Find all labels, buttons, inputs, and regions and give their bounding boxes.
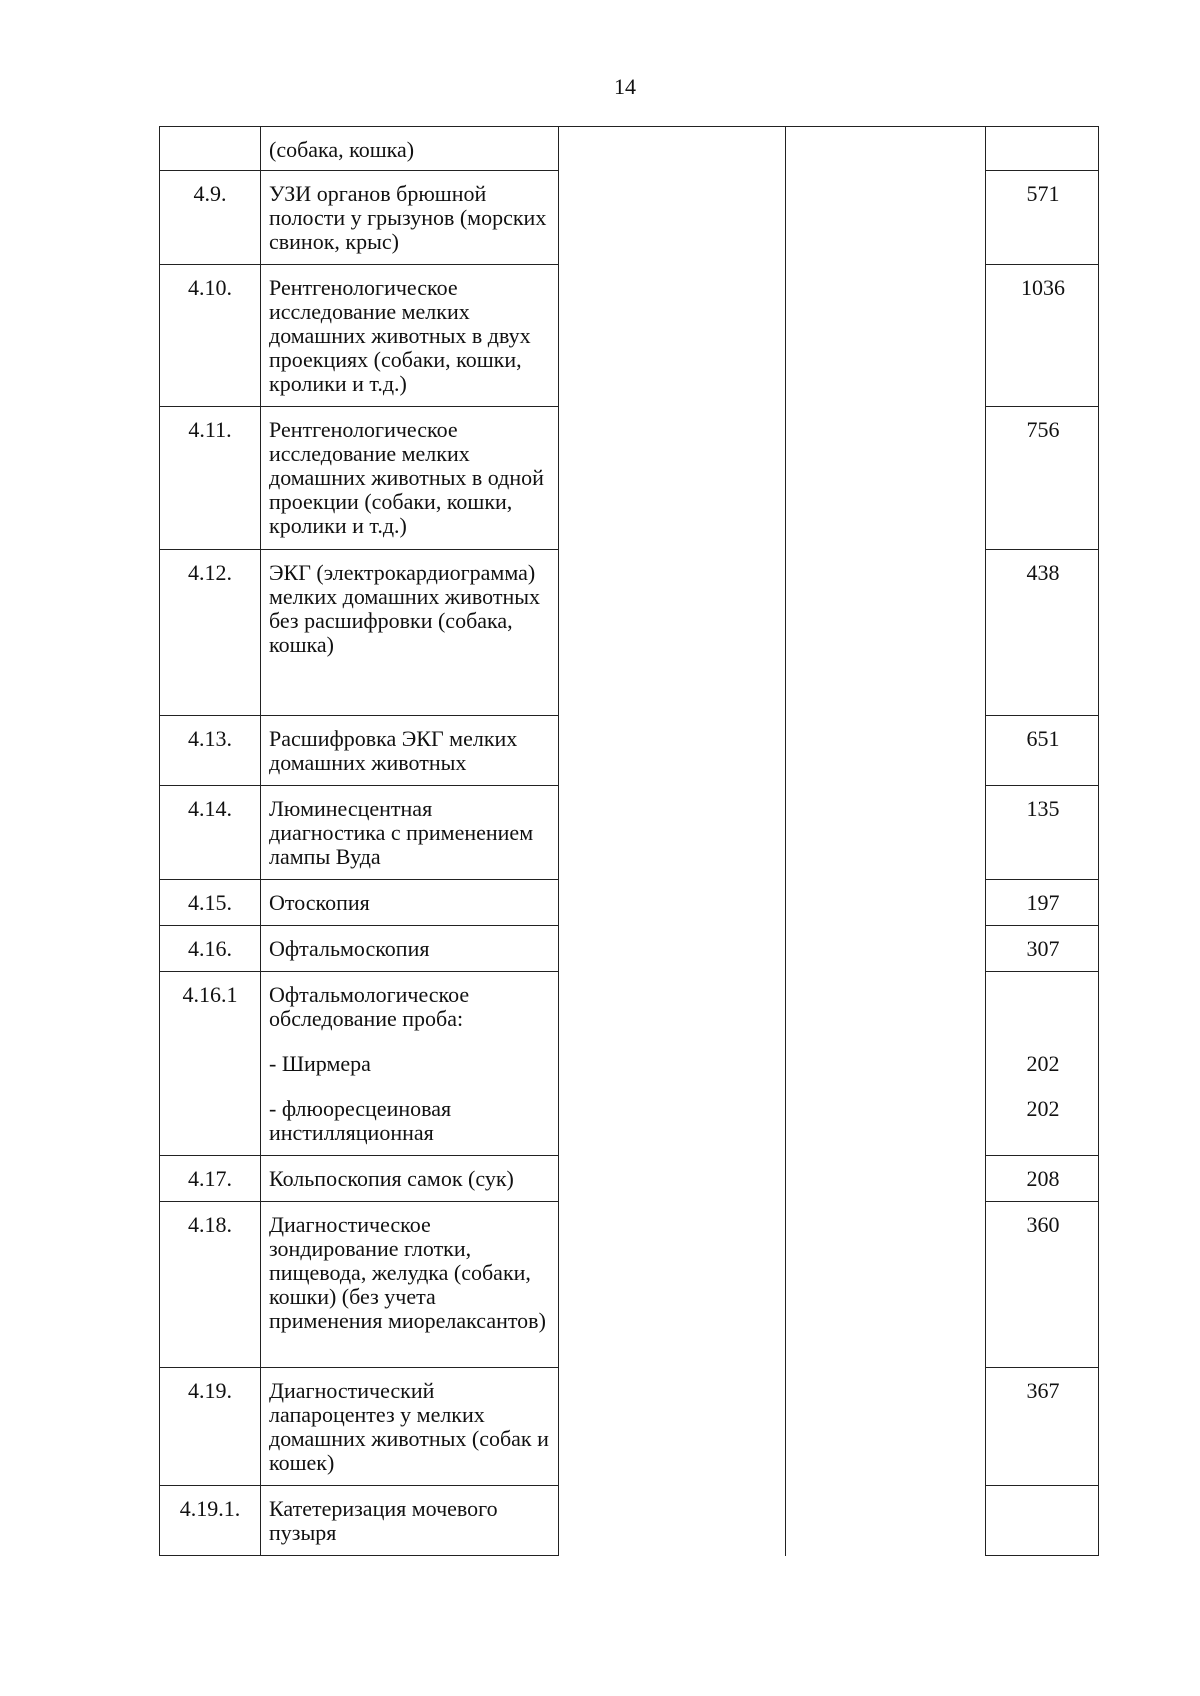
row-number: 4.16.1 <box>160 972 261 1156</box>
spacer <box>269 1076 552 1097</box>
row-number: 4.17. <box>160 1156 261 1202</box>
service-name: Рентгенологическое исследование мелких домашних животных в одной проекции (собаки, кошки, кролики и т.д.) <box>261 407 559 550</box>
spacer <box>269 1031 552 1052</box>
service-name: Расшифровка ЭКГ мелких домашних животных <box>261 716 559 786</box>
service-name: Диагностический лапароцентез у мелких домашних животных (собак и кошек) <box>261 1368 559 1486</box>
service-name: Рентгенологическое исследование мелких домашних животных в двух проекциях (собаки, кошки, кролики и т.д.) <box>261 265 559 407</box>
row-number: 4.19.1. <box>160 1486 261 1556</box>
service-name: Катетеризация мочевого пузыря <box>261 1486 559 1556</box>
row-number: 4.15. <box>160 880 261 926</box>
row-number: 4.11. <box>160 407 261 550</box>
service-price: 135 <box>986 786 1099 880</box>
service-name: ЭКГ (электрокардиограмма) мелких домашних животных без расшифровки (собака, кошка) <box>261 550 559 716</box>
service-price: 651 <box>986 716 1099 786</box>
row-number: 4.18. <box>160 1202 261 1368</box>
sub-service-name: - Ширмера <box>269 1051 371 1076</box>
service-name: Отоскопия <box>261 880 559 926</box>
service-name: (собака, кошка) <box>261 127 559 171</box>
service-name: Офтальмоскопия <box>261 926 559 972</box>
row-number: 4.19. <box>160 1368 261 1486</box>
service-price: 1036 <box>986 265 1099 407</box>
service-price: 360 <box>986 1202 1099 1368</box>
row-number <box>160 127 261 171</box>
page-number: 14 <box>614 74 636 99</box>
sub-service-price: 202 <box>1026 1096 1060 1121</box>
service-price-group <box>986 972 1099 1156</box>
service-price: 307 <box>986 926 1099 972</box>
service-price: 571 <box>986 171 1099 265</box>
row-number: 4.9. <box>160 171 261 265</box>
table-row <box>160 127 1099 171</box>
sub-service-name: - флюоресцеиновая инстилляционная <box>269 1096 452 1145</box>
service-name: Диагностическое зондирование глотки, пищевода, желудка (собаки, кошки) (без учета применения миорелаксантов) <box>261 1202 559 1368</box>
row-number: 4.14. <box>160 786 261 880</box>
service-name: Кольпоскопия самок (сук) <box>261 1156 559 1202</box>
empty-column-b <box>786 127 986 1556</box>
service-price <box>986 127 1099 171</box>
service-name: УЗИ органов брюшной полости у грызунов (морских свинок, крыс) <box>261 171 559 265</box>
spacer <box>994 1076 1092 1097</box>
spacer <box>994 1031 1092 1052</box>
service-price: 208 <box>986 1156 1099 1202</box>
empty-column-a <box>559 127 786 1556</box>
service-price: 197 <box>986 880 1099 926</box>
row-number: 4.13. <box>160 716 261 786</box>
row-number: 4.10. <box>160 265 261 407</box>
service-price: 367 <box>986 1368 1099 1486</box>
service-name-group <box>261 972 559 1156</box>
service-price: 438 <box>986 550 1099 716</box>
row-number: 4.12. <box>160 550 261 716</box>
service-name: Офтальмологическое обследование проба: <box>269 982 470 1031</box>
sub-service-price: 202 <box>1026 1051 1060 1076</box>
service-name: Люминесцентная диагностика с применением лампы Вуда <box>261 786 559 880</box>
service-price <box>986 1486 1099 1556</box>
spacer <box>994 983 1092 1031</box>
service-price: 756 <box>986 407 1099 550</box>
price-table <box>159 126 1099 1556</box>
row-number: 4.16. <box>160 926 261 972</box>
